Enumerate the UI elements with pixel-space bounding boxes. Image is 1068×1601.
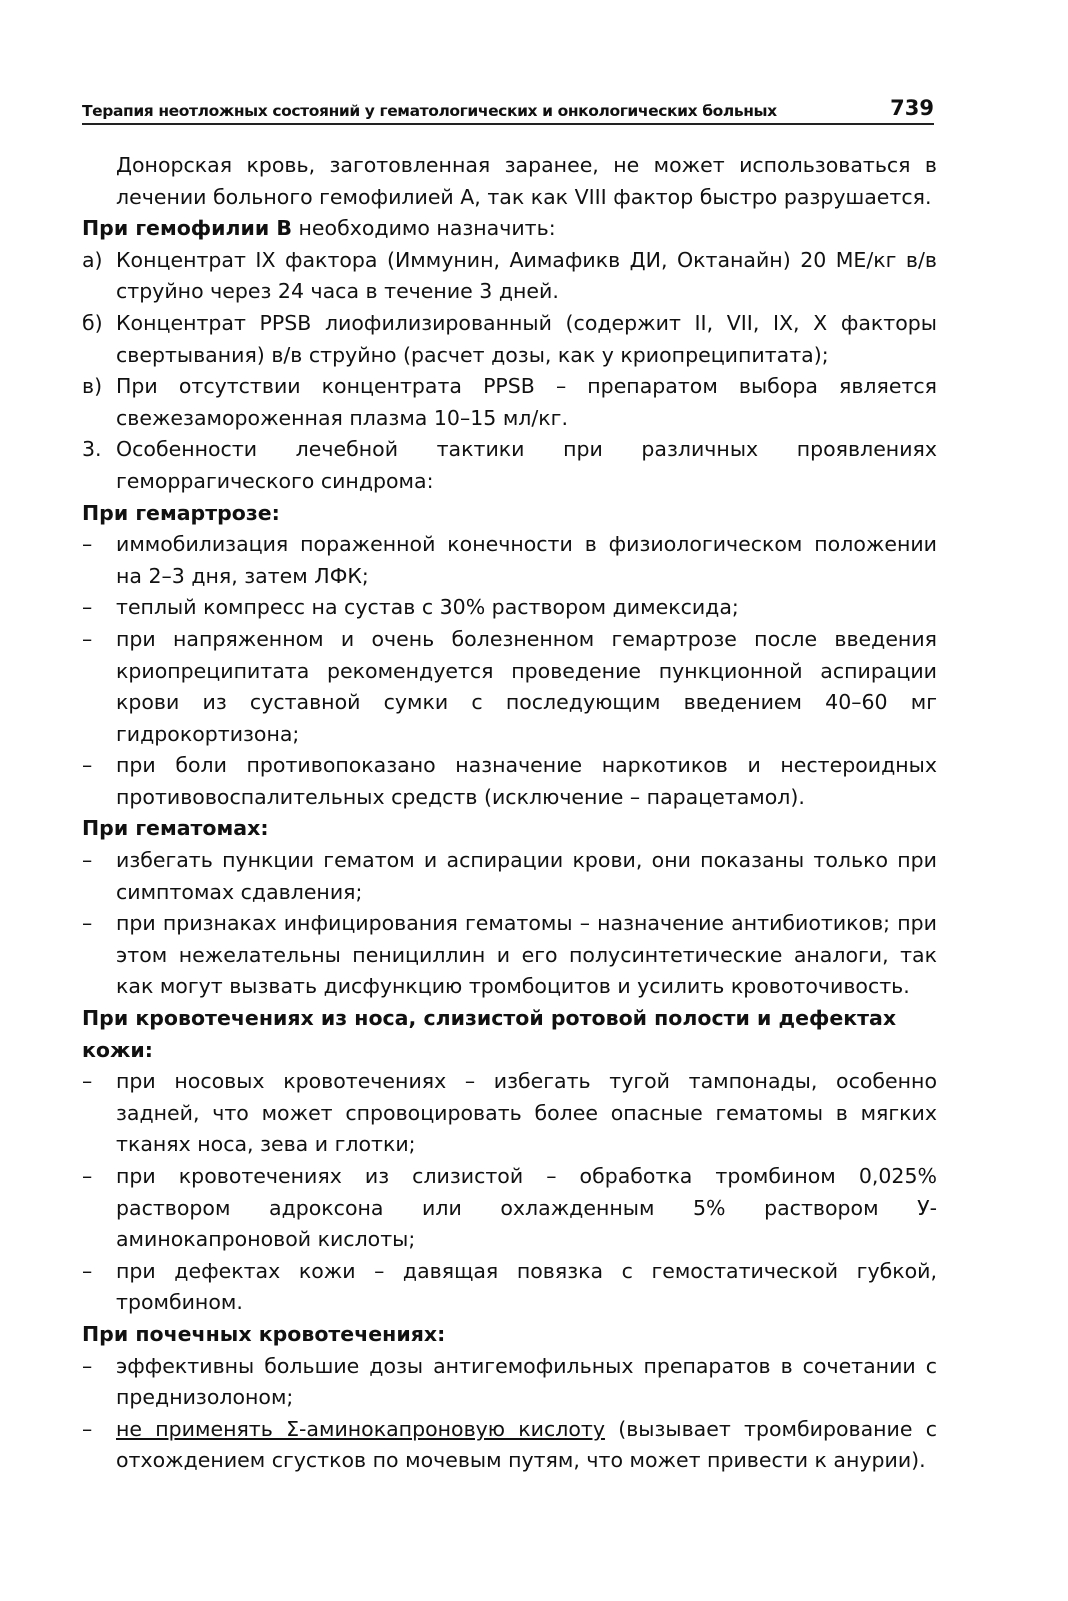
item-text: при признаках инфицирования гематомы – назначение антибиотиков; при этом нежелательны пенициллин и его полусинтетические аналоги, так как могут вызвать дисфункцию тромбоцитов и усилить кровоточивость. (116, 911, 937, 999)
hemarthrosis-heading: При гемартрозе: (82, 500, 280, 525)
list-item (82, 529, 937, 592)
dash-marker: – (82, 1164, 93, 1188)
list-item (82, 592, 937, 624)
item-marker: 3. (82, 437, 102, 462)
dash-marker: – (82, 1353, 93, 1378)
list-item (82, 1161, 937, 1256)
page-number: 739 (890, 96, 934, 120)
page-body (82, 150, 937, 1477)
dash-marker: – (82, 532, 93, 557)
dash-marker: – (82, 753, 93, 778)
list-item (82, 845, 937, 908)
item-text: Концентрат IX фактора (Иммунин, Аимафикв ДИ, Октанайн) 20 МЕ/кг в/в струйно через 24 часа в течение 3 дней. (116, 247, 937, 304)
underlined-warning: не применять Σ-аминокапроновую кислоту (116, 1416, 605, 1441)
item-text: при носовых кровотечениях – избегать тугой тампонады, особенно задней, что может спровоцировать более опасные гематомы в мягких тканях носа, зева и глотки; (116, 1069, 937, 1157)
renal-heading: При почечных кровотечениях: (82, 1321, 446, 1346)
list-item (82, 245, 937, 308)
bleeding-heading: При кровотечениях из носа, слизистой ротовой полости и дефектах кожи: (82, 1006, 897, 1062)
dash-marker: – (82, 848, 93, 873)
numbered-point-3 (82, 434, 937, 497)
hematomas-heading: При гематомах: (82, 816, 269, 841)
item-text: при боли противопоказано назначение наркотиков и нестероидных противовоспалительных средств (исключение – парацетамол). (116, 753, 937, 809)
warning-rest: (вызывает тромбирование с отхождением сгустков по мочевым путям, что может привести к анурии). (116, 1416, 937, 1473)
list-item (82, 308, 937, 371)
item-text: Концентрат PPSB лиофилизированный (содержит II, VII, IX, X факторы свертывания) в/в струйно (расчет дозы, как у криопреципитата); (116, 310, 937, 367)
item-text: теплый компресс на сустав с 30% раствором димексида; (116, 595, 739, 620)
running-title: Терапия неотложных состояний у гематологических и онкологических больных (82, 102, 777, 120)
dash-marker: – (82, 1258, 93, 1283)
dash-marker: – (82, 1416, 93, 1441)
hemophilia-b-heading-rest: необходимо назначить: (292, 216, 556, 241)
item-text: при напряженном и очень болезненном гемартрозе после введения криопреципитата рекомендуется проведение пункционной аспирации крови из суставной сумки с последующим введением 40–60 мг гидрокортизона; (116, 626, 937, 746)
item-text: Особенности лечебной тактики при различных проявлениях геморрагического синдрома: (116, 437, 937, 493)
item-marker: б) (82, 310, 103, 335)
item-text: иммобилизация пораженной конечности в физиологическом положении на 2–3 дня, затем ЛФК; (116, 532, 937, 588)
list-item (82, 1414, 937, 1477)
list-item (82, 1256, 937, 1319)
dash-marker: – (82, 1069, 93, 1094)
intro-paragraph: Донорская кровь, заготовленная заранее, не может использоваться в лечении больного гемофилией А, так как VIII фактор быстро разрушается. (116, 153, 937, 209)
item-marker: в) (82, 374, 103, 399)
item-text: эффективны большие дозы антигемофильных препаратов в сочетании с преднизолоном; (116, 1353, 937, 1410)
hemophilia-b-heading: При гемофилии В (82, 216, 292, 241)
dash-marker: – (82, 911, 93, 936)
list-item (82, 624, 937, 750)
list-item (82, 908, 937, 1003)
item-text: при дефектах кожи – давящая повязка с гемостатической губкой, тромбином. (116, 1258, 937, 1315)
item-text (116, 1414, 937, 1477)
dash-marker: – (82, 595, 93, 620)
list-item (82, 1351, 937, 1414)
item-text: избегать пункции гематом и аспирации крови, они показаны только при симптомах сдавления; (116, 848, 937, 904)
hemophilia-b-line (82, 213, 937, 245)
item-text: При отсутствии концентрата PPSB – препаратом выбора является свежезамороженная плазма 10–15 мл/кг. (116, 374, 937, 430)
dash-marker: – (82, 626, 93, 651)
list-item (82, 1066, 937, 1161)
list-item (82, 371, 937, 434)
item-text: при кровотечениях из слизистой – обработка тромбином 0,025% раствором адроксона или охлажденным 5% раствором У-аминокапроновой кислоты; (116, 1164, 937, 1252)
page-header (82, 96, 934, 125)
list-item (82, 750, 937, 813)
item-marker: а) (82, 247, 103, 272)
